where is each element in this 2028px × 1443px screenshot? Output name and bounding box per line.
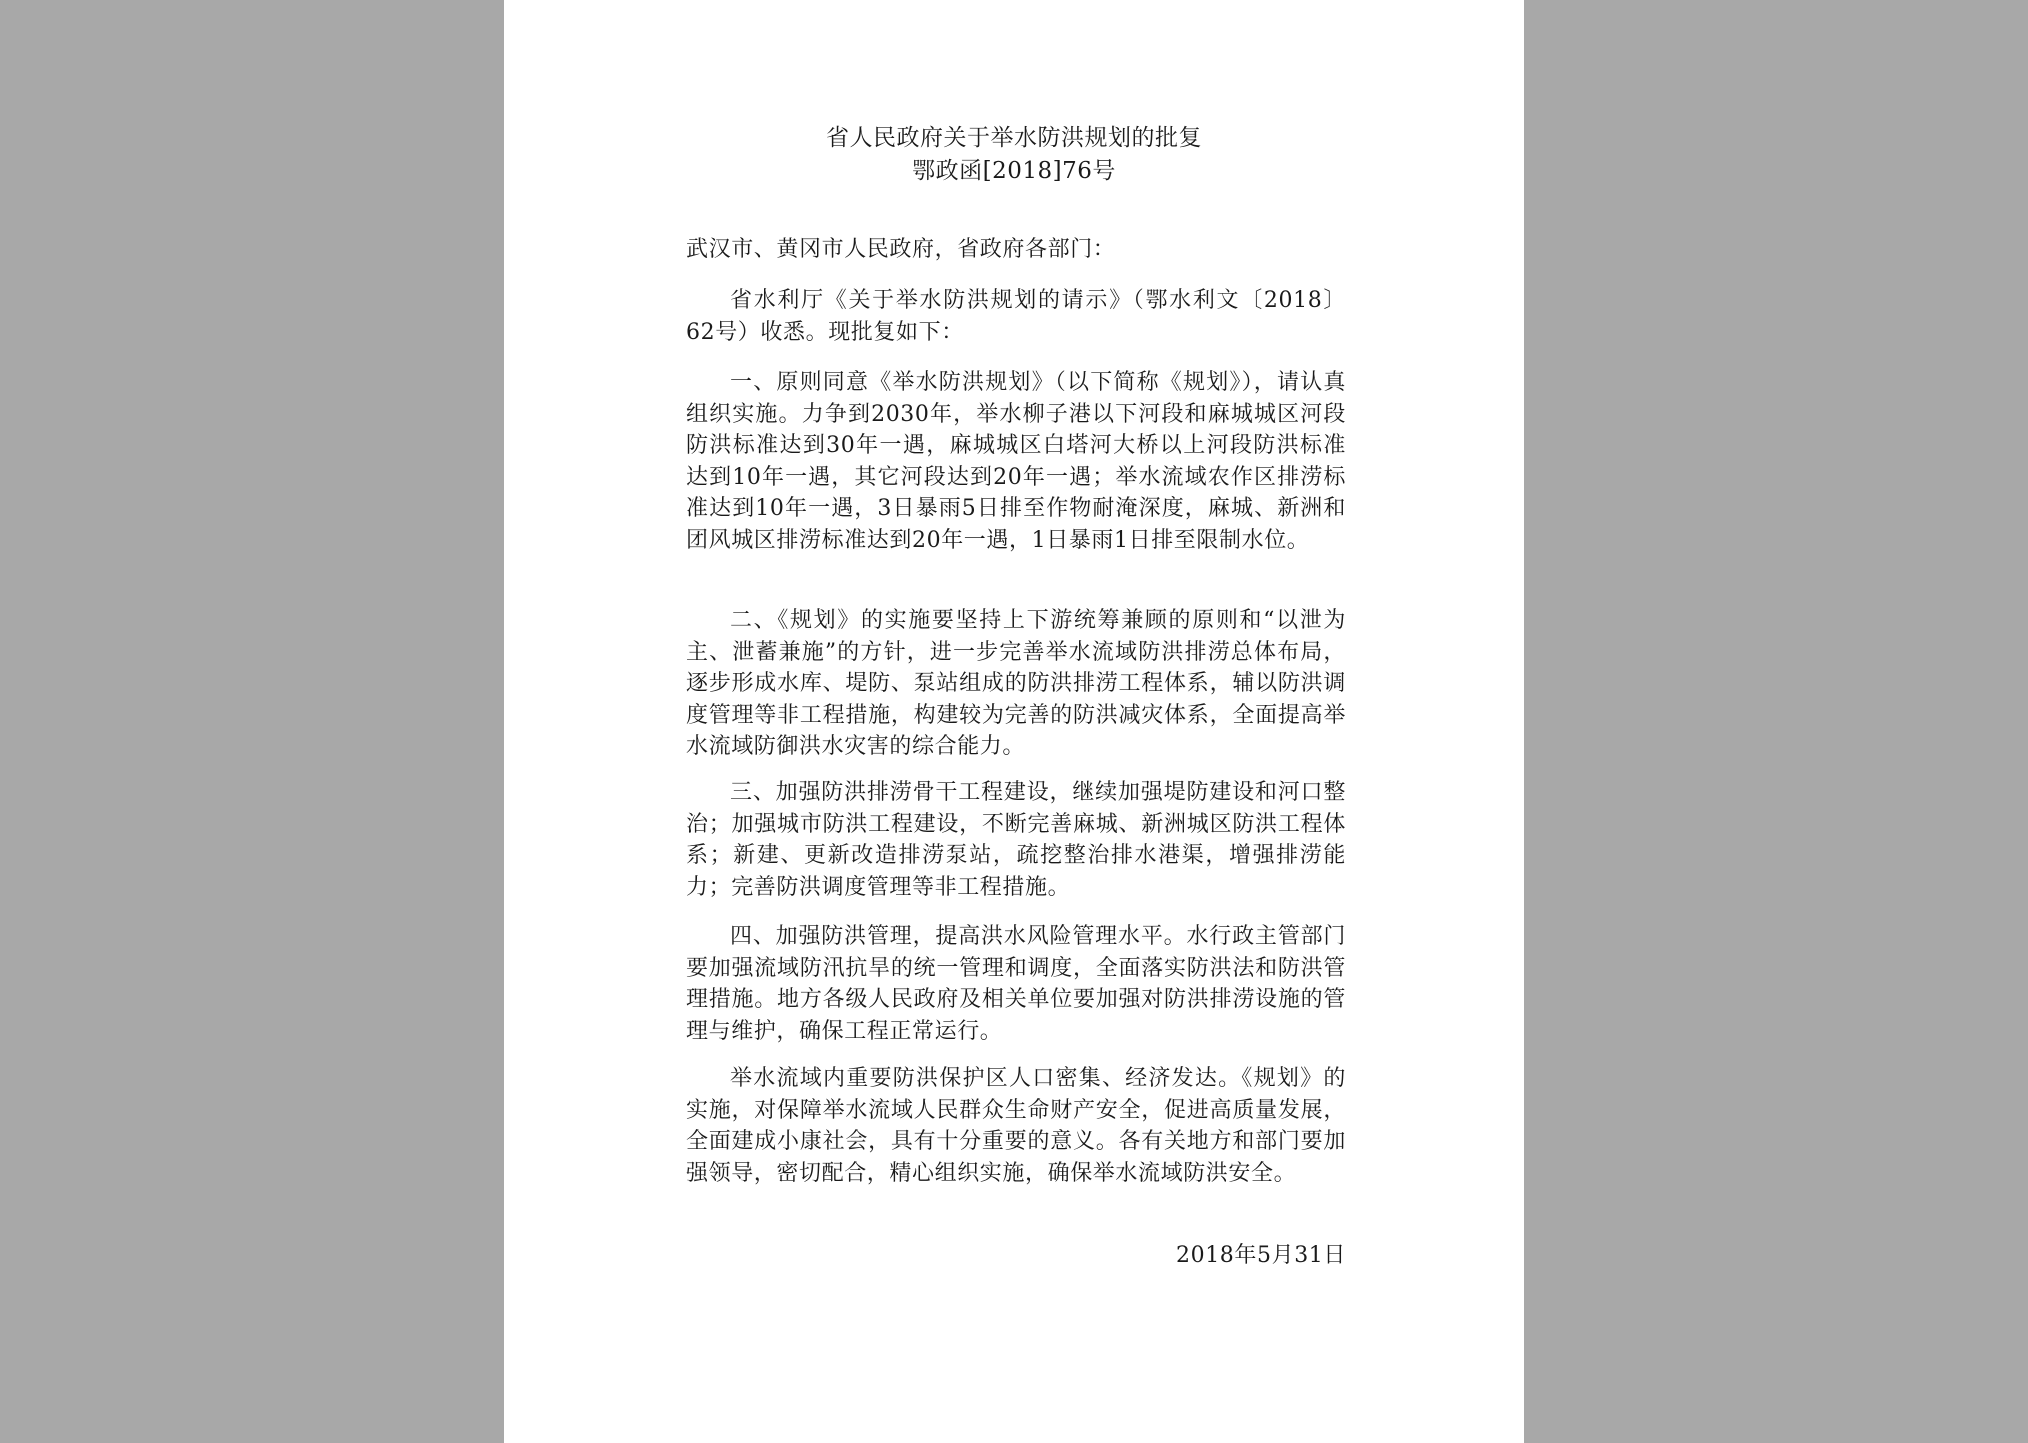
paragraph-item-3: 三、加强防洪排涝骨干工程建设，继续加强堤防建设和河口整治；加强城市防洪工程建设，不断完善麻城、新洲城区防洪工程体系；新建、更新改造排涝泵站，疏挖整治排水港渠，增强排涝能力；完善防洪调度管理等非工程措施。	[686, 780, 1346, 900]
paragraph-item-2: 二、《规划》的实施要坚持上下游统筹兼顾的原则和“以泄为主、泄蓄兼施”的方针，进一步完善举水流域防洪排涝总体布局，逐步形成水库、堤防、泵站组成的防洪排涝工程体系，辅以防洪调度管理等非工程措施，构建较为完善的防洪减灾体系，全面提高举水流域防御洪水灾害的综合能力。	[686, 608, 1346, 759]
paragraph-closing: 举水流域内重要防洪保护区人口密集、经济发达。《规划》的实施，对保障举水流域人民群众生命财产安全，促进高质量发展，全面建成小康社会，具有十分重要的意义。各有关地方和部门要加强领导，密切配合，精心组织实施，确保举水流域防洪安全。	[686, 1066, 1346, 1186]
document-page	[504, 0, 1524, 1443]
document-date: 2018年5月31日	[1176, 1243, 1346, 1268]
paragraph-item-1: 一、原则同意《举水防洪规划》（以下简称《规划》），请认真组织实施。力争到2030年，举水柳子港以下河段和麻城城区河段防洪标准达到30年一遇，麻城城区白塔河大桥以上河段防洪标准达到10年一遇，其它河段达到20年一遇；举水流域农作区排涝标准达到10年一遇，3日暴雨5日排至作物耐淹深度，麻城、新洲和团风城区排涝标准达到20年一遇，1日暴雨1日排至限制水位。	[686, 370, 1346, 553]
salutation: 武汉市、黄冈市人民政府，省政府各部门：	[686, 237, 1116, 262]
document-title: 省人民政府关于举水防洪规划的批复	[826, 125, 1202, 151]
paragraph-item-4: 四、加强防洪管理，提高洪水风险管理水平。水行政主管部门要加强流域防汛抗旱的统一管理和调度，全面落实防洪法和防洪管理措施。地方各级人民政府及相关单位要加强对防洪排涝设施的管理与维护，确保工程正常运行。	[686, 924, 1346, 1044]
paragraph-intro: 省水利厅《关于举水防洪规划的请示》（鄂水利文〔2018〕62号）收悉。现批复如下：	[686, 288, 1346, 345]
document-number: 鄂政函[2018]76号	[912, 158, 1116, 184]
